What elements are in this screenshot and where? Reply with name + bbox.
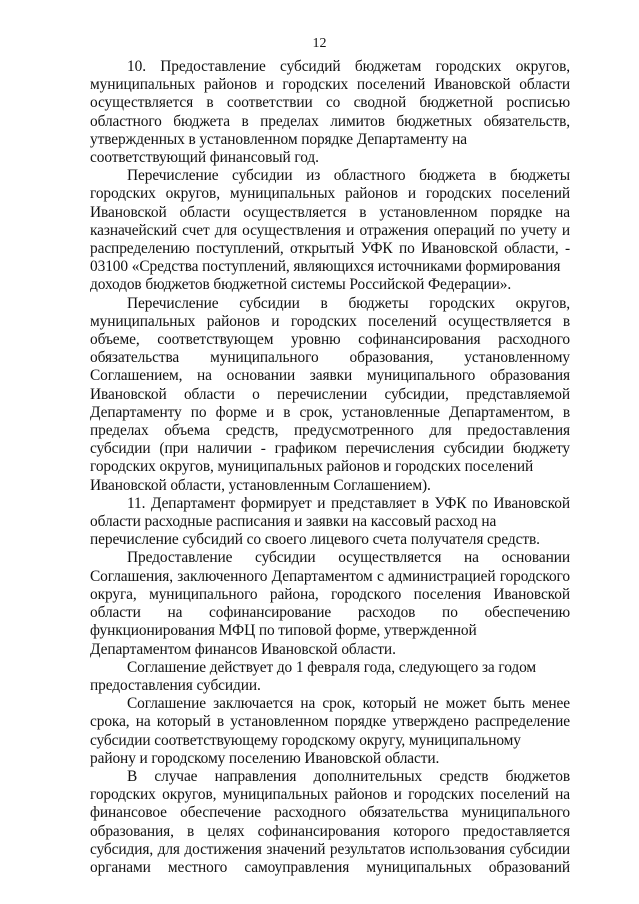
paragraph-agreement-term: Соглашение заключается на срок, который не может быть менее срока, на который в установленном порядке утверждено распределение субсидии соответствующему городскому округу, муниципальному району и городскому поселению Ивановской области. [90, 695, 570, 767]
paragraph-subsidy-transfer-volume: Перечисление субсидии в бюджеты городских округов, муниципальных районов и городских поселений осуществляется в объеме, соответствующем уровню софинансирования расходного обязательства муниципального образования, установленному Соглашением, на основании заявки муниципального образования Ивановской области о перечислении субсидии, представляемой Департаменту по форме и в срок, установленные Департаментом, в пределах объема средств, предусмотренного для предоставления субсидии (при наличии - графиком перечисления субсидии бюджету городских округов, муниципальных районов и городских поселений Ивановской области, установленным Соглашением). [90, 294, 570, 494]
paragraph-agreement-validity: Соглашение действует до 1 февраля года, следующего за годом предоставления субсидии. [90, 658, 537, 694]
paragraph-subsidy-transfer-treasury: Перечисление субсидии из областного бюджета в бюджеты городских округов, муниципальных районов и городских поселений Ивановской области осуществляется в установленном порядке на казначейский счет для осуществления и отражения операций по учету и распределению поступлений, открытый УФК по Ивановской области, - 03100 «Средства поступлений, являющихся источниками формирования доходов бюджетов бюджетной системы Российской Федерации». [90, 167, 570, 294]
paragraph-10-subsidy-provision: 10. Предоставление субсидий бюджетам городских округов, муниципальных районов и городских поселений Ивановской области осуществляется в соответствии со сводной бюджетной росписью областного бюджета в пределах лимитов бюджетных обязательств, утвержденных в установленном порядке Департаменту на соответствующий финансовый год. [90, 58, 570, 167]
paragraph-agreement-basis: Предоставление субсидии осуществляется на основании Соглашения, заключенного Департаментом с администрацией городского округа, муниципального района, городского поселения Ивановской области на софинансирование расходов по обеспечению функционирования МФЦ по типовой форме, утвержденной Департаментом финансов Ивановской области. [90, 549, 570, 658]
document-body [90, 58, 570, 877]
page-number: 12 [312, 36, 327, 51]
paragraph-additional-funds: В случае направления дополнительных средств бюджетов городских округов, муниципальных районов и городских поселений на финансовое обеспечение расходного обязательства муниципального образования, в целях софинансирования которого предоставляется субсидия, для достижения значений результатов использования субсидии органами местного самоуправления муниципальных образований [90, 767, 570, 876]
paragraph-11-payment-schedules: 11. Департамент формирует и представляет в УФК по Ивановской области расходные расписания и заявки на кассовый расход на перечисление субсидий со своего лицевого счета получателя средств. [90, 494, 570, 549]
